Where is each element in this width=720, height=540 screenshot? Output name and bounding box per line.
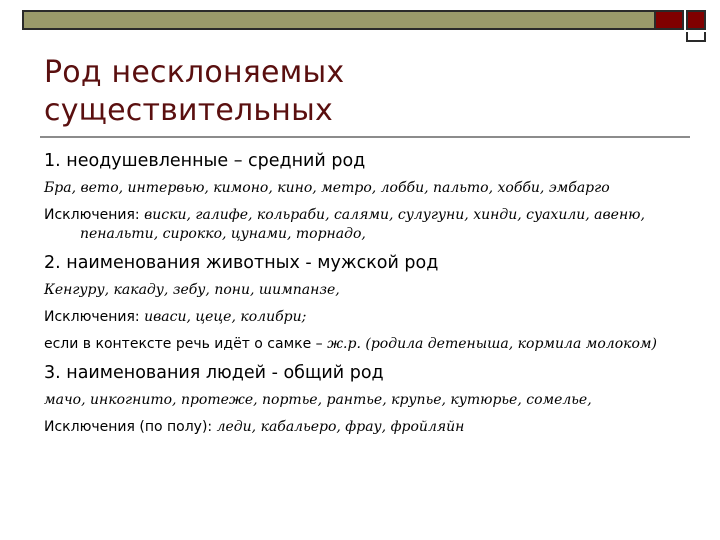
section-2-note-label: если в контексте речь идёт о самке – — [44, 336, 323, 352]
section-2-exceptions — [44, 308, 684, 327]
slide-title-line-2: существительных — [44, 93, 333, 128]
section-1-exceptions-list: виски, галифе, кольраби, салями, сулугуни, хинди, суахили, авеню, пенальти, сирокко, цунами, торнадо, — [80, 207, 645, 242]
section-2-examples: Кенгуру, какаду, зебу, пони, шимпанзе, — [44, 282, 340, 298]
section-3-heading: 3. наименования людей - общий род — [44, 363, 384, 383]
slide-body — [44, 150, 684, 445]
section-3-exceptions-label: Исключения (по полу): — [44, 419, 213, 435]
title-divider — [40, 136, 690, 138]
section-2-exceptions-list: иваси, цеце, колибри; — [144, 309, 307, 325]
corner-square-outline — [686, 32, 706, 42]
section-3-examples: мачо, инкогнито, протеже, портье, рантье, крупье, кутюрье, сомелье, — [44, 392, 592, 408]
top-decorative-bar — [22, 10, 684, 30]
top-bar-maroon-segment — [656, 10, 684, 30]
section-1-examples: Бра, вето, интервью, кимоно, кино, метро, лобби, пальто, хобби, эмбарго — [44, 180, 610, 196]
corner-square-maroon — [686, 10, 706, 30]
section-2-note-text: ж.р. (родила детеныша, кормила молоком) — [327, 336, 657, 352]
section-3-exceptions — [44, 418, 684, 437]
section-2-heading: 2. наименования животных - мужской род — [44, 253, 439, 273]
section-2-exceptions-label: Исключения: — [44, 309, 140, 325]
section-1-exceptions — [44, 206, 684, 244]
section-3-exceptions-list: леди, кабальеро, фрау, фройляйн — [216, 419, 465, 435]
slide-title — [44, 54, 644, 130]
section-1-heading: 1. неодушевленные – средний род — [44, 151, 366, 171]
section-2-note — [44, 335, 684, 354]
section-1-exceptions-label: Исключения: — [44, 207, 140, 223]
top-bar-olive-segment — [22, 10, 656, 30]
slide-title-line-1: Род несклоняемых — [44, 55, 345, 90]
